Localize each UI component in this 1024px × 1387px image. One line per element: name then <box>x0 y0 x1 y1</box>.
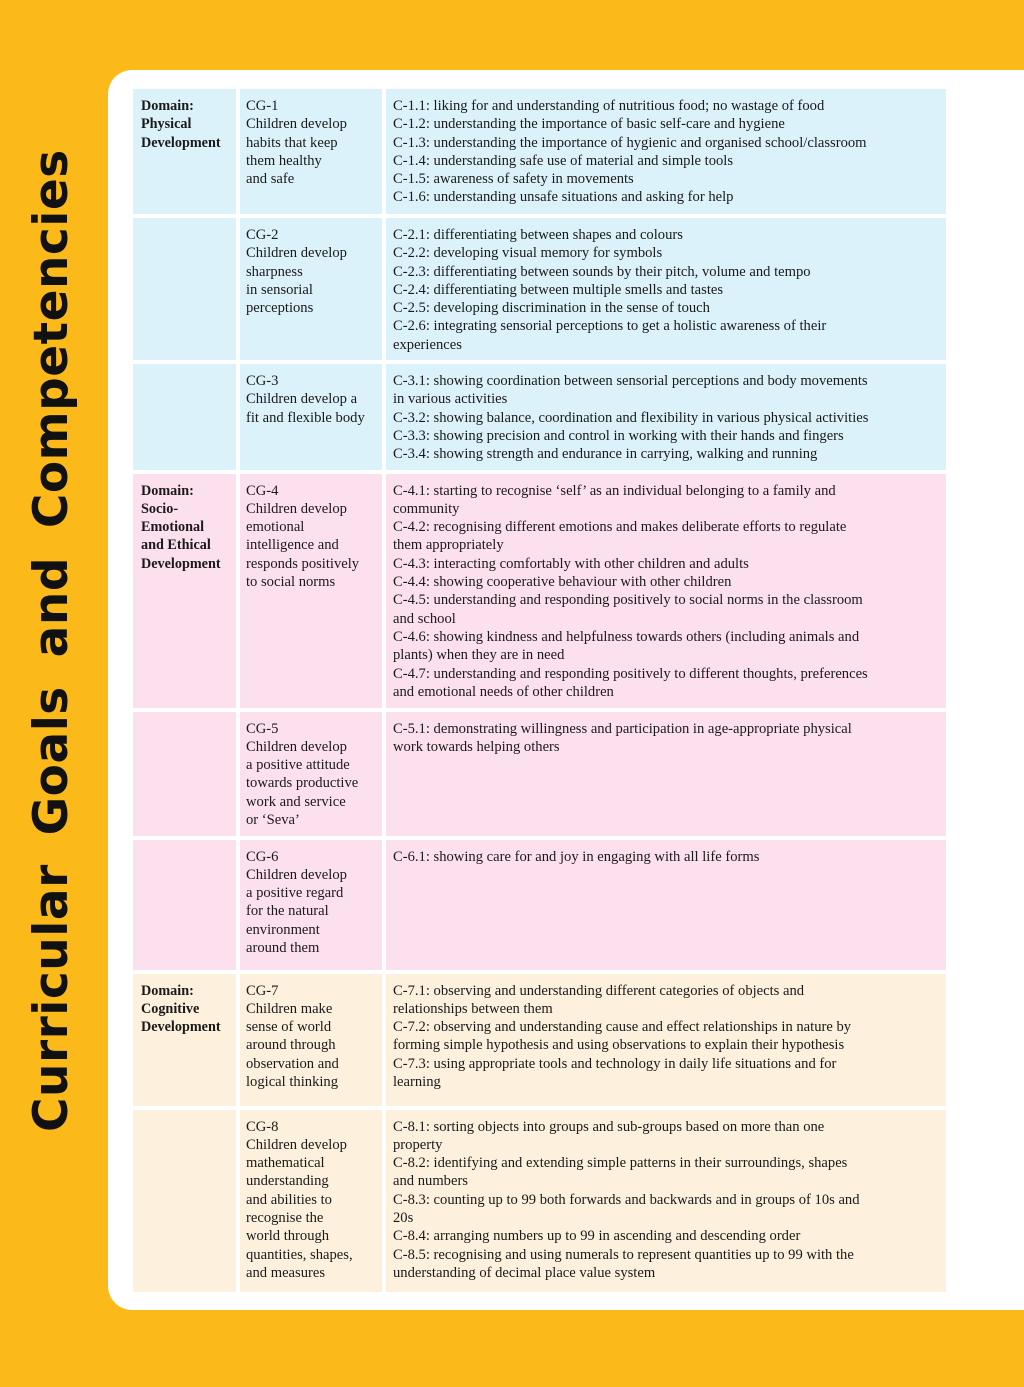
goal-line: work and service <box>246 793 346 810</box>
domain-line: Domain: <box>141 482 194 499</box>
goal-line: Children develop <box>246 866 347 883</box>
competencies-cell <box>386 1110 946 1292</box>
goal-line: Children develop <box>246 738 347 755</box>
competency-line: C-5.1: demonstrating willingness and participation in age-appropriate physical <box>393 720 852 737</box>
goal-line: CG-1 <box>246 98 279 114</box>
competency-line: C-2.2: developing visual memory for symbols <box>393 245 663 262</box>
domain-cell <box>133 218 236 360</box>
curricular-goals-table <box>129 85 950 1296</box>
competency-line: forming simple hypothesis and using observations to explain their hypothesis <box>393 1037 845 1054</box>
competency-line: C-8.1: sorting objects into groups and sub-groups based on more than one <box>393 1118 825 1135</box>
competency-line: C-2.6: integrating sensorial perceptions to get a holistic awareness of their <box>393 318 827 335</box>
goal-line: perceptions <box>246 300 314 317</box>
domain-line: Physical <box>141 116 192 133</box>
table-row <box>133 1110 946 1292</box>
goal-line: sense of world <box>246 1019 332 1036</box>
domain-line: Development <box>141 134 221 151</box>
competency-line: C-3.4: showing strength and endurance in carrying, walking and running <box>393 446 818 463</box>
goal-line: world through <box>246 1228 330 1245</box>
competency-line: C-1.6: understanding unsafe situations and asking for help <box>393 189 734 206</box>
goal-line: towards productive <box>246 775 359 792</box>
domain-line: Domain: <box>141 982 194 999</box>
competency-line: and emotional needs of other children <box>393 683 614 700</box>
goal-cell <box>240 974 382 1106</box>
goal-line: understanding <box>246 1173 329 1190</box>
goal-line: environment <box>246 921 320 938</box>
competency-line: relationships between them <box>393 1000 553 1017</box>
goal-line: a positive regard <box>246 885 344 902</box>
domain-line: Cognitive <box>141 1000 200 1017</box>
goal-line: emotional <box>246 519 305 536</box>
goal-line: around through <box>246 1037 336 1054</box>
competency-line: C-7.3: using appropriate tools and technology in daily life situations and for <box>393 1055 837 1072</box>
competencies-cell <box>386 218 946 360</box>
domain-cell <box>133 474 236 708</box>
domain-cell <box>133 89 236 214</box>
table-row <box>133 474 946 708</box>
goal-line: and abilities to <box>246 1191 332 1208</box>
goal-line: Children make <box>246 1000 333 1017</box>
competency-line: C-4.4: showing cooperative behaviour with other children <box>393 574 732 591</box>
goal-line: habits that keep <box>246 134 338 151</box>
goal-cell <box>240 840 382 970</box>
competency-line: C-1.2: understanding the importance of basic self-care and hygiene <box>393 116 785 133</box>
goal-line: CG-8 <box>246 1118 279 1135</box>
goal-line: and safe <box>246 171 295 188</box>
domain-cell <box>133 364 236 469</box>
competency-line: them appropriately <box>393 537 504 554</box>
goal-line: CG-5 <box>246 720 279 737</box>
goal-line: logical thinking <box>246 1074 339 1091</box>
goal-cell <box>240 712 382 836</box>
competency-line: learning <box>393 1074 441 1091</box>
table-row <box>133 364 946 469</box>
competency-line: C-4.7: understanding and responding positively to different thoughts, preferences <box>393 665 868 682</box>
competency-line: C-3.2: showing balance, coordination and flexibility in various physical activities <box>393 409 869 426</box>
competency-line: C-6.1: showing care for and joy in engaging with all life forms <box>393 848 760 865</box>
goal-line: around them <box>246 940 320 957</box>
competency-line: in various activities <box>393 391 508 408</box>
goal-line: Children develop <box>246 245 347 262</box>
competency-line: C-4.3: interacting comfortably with other children and adults <box>393 555 749 572</box>
domain-line: Socio- <box>141 500 179 517</box>
table-row <box>133 712 946 836</box>
goal-line: Children develop <box>246 500 347 517</box>
competency-line: C-7.1: observing and understanding different categories of objects and <box>393 982 805 999</box>
goal-line: or ‘Seva’ <box>246 812 300 829</box>
goal-line: CG-7 <box>246 982 279 999</box>
table-row <box>133 840 946 970</box>
goal-cell <box>240 1110 382 1292</box>
competencies-cell <box>386 840 946 970</box>
domain-line: Development <box>141 1019 221 1036</box>
goal-line: sharpness <box>246 263 303 280</box>
goal-line: CG-6 <box>246 848 279 865</box>
competencies-cell <box>386 712 946 836</box>
competency-line: C-1.5: awareness of safety in movements <box>393 171 634 188</box>
competency-line: C-4.6: showing kindness and helpfulness towards others (including animals and <box>393 628 860 645</box>
domain-line: Domain: <box>141 98 194 114</box>
goal-line: responds positively <box>246 555 360 572</box>
goal-line: intelligence and <box>246 537 339 554</box>
table-row <box>133 89 946 214</box>
competencies-cell <box>386 474 946 708</box>
competency-line: C-2.4: differentiating between multiple smells and tastes <box>393 281 724 298</box>
competency-line: C-4.5: understanding and responding positively to social norms in the classroom <box>393 592 863 609</box>
goal-line: observation and <box>246 1055 339 1072</box>
goal-line: CG-2 <box>246 227 279 243</box>
competency-line: C-2.5: developing discrimination in the sense of touch <box>393 300 710 317</box>
competency-line: community <box>393 500 460 517</box>
goal-line: quantities, shapes, <box>246 1246 353 1263</box>
competency-line: property <box>393 1136 443 1153</box>
goal-line: them healthy <box>246 152 322 169</box>
domain-cell <box>133 974 236 1106</box>
competency-line: and school <box>393 610 456 627</box>
goal-line: mathematical <box>246 1155 325 1172</box>
goal-line: for the natural <box>246 903 329 920</box>
goal-line: a positive attitude <box>246 757 350 774</box>
table-row <box>133 974 946 1106</box>
competencies-cell <box>386 364 946 469</box>
goal-line: in sensorial <box>246 281 313 298</box>
competency-line: experiences <box>393 336 462 353</box>
competency-line: C-8.5: recognising and using numerals to represent quantities up to 99 with the <box>393 1246 854 1263</box>
competency-line: C-3.1: showing coordination between sensorial perceptions and body movements <box>393 373 868 390</box>
domain-line: Emotional <box>141 519 205 536</box>
competency-line: C-1.4: understanding safe use of material and simple tools <box>393 152 734 169</box>
competency-line: C-8.2: identifying and extending simple patterns in their surroundings, shapes <box>393 1155 848 1172</box>
domain-cell <box>133 1110 236 1292</box>
page-title: Curricular Goals and Competencies <box>24 149 79 1132</box>
competency-line: C-4.1: starting to recognise ‘self’ as an individual belonging to a family and <box>393 482 836 499</box>
domain-line: and Ethical <box>141 537 211 554</box>
goal-cell <box>240 218 382 360</box>
goal-line: fit and flexible body <box>246 409 365 426</box>
table-row <box>133 218 946 360</box>
goal-line: and measures <box>246 1264 326 1281</box>
goal-line: CG-3 <box>246 373 279 390</box>
competency-line: C-7.2: observing and understanding cause and effect relationships in nature by <box>393 1019 852 1036</box>
competencies-cell <box>386 974 946 1106</box>
competency-line: work towards helping others <box>393 738 560 755</box>
goal-line: Children develop <box>246 116 347 133</box>
competency-line: understanding of decimal place value system <box>393 1264 656 1281</box>
goal-cell <box>240 89 382 214</box>
competency-line: C-8.3: counting up to 99 both forwards and backwards and in groups of 10s and <box>393 1191 860 1208</box>
competency-line: and numbers <box>393 1173 468 1190</box>
domain-cell <box>133 840 236 970</box>
competency-line: plants) when they are in need <box>393 647 565 664</box>
goal-line: CG-4 <box>246 482 279 499</box>
goal-line: to social norms <box>246 574 336 591</box>
competency-line: C-2.3: differentiating between sounds by their pitch, volume and tempo <box>393 263 811 280</box>
goal-cell <box>240 364 382 469</box>
competency-line: C-1.3: understanding the importance of hygienic and organised school/classroom <box>393 134 867 151</box>
competency-line: C-3.3: showing precision and control in working with their hands and fingers <box>393 427 844 444</box>
domain-line: Development <box>141 555 221 572</box>
goal-line: Children develop <box>246 1136 347 1153</box>
goal-line: Children develop a <box>246 391 358 408</box>
goal-cell <box>240 474 382 708</box>
competencies-cell <box>386 89 946 214</box>
competency-line: C-2.1: differentiating between shapes and colours <box>393 227 683 243</box>
goal-line: recognise the <box>246 1210 324 1227</box>
competency-line: C-1.1: liking for and understanding of nutritious food; no wastage of food <box>393 98 825 114</box>
domain-cell <box>133 712 236 836</box>
competency-line: C-4.2: recognising different emotions and makes deliberate efforts to regulate <box>393 519 847 536</box>
competency-line: 20s <box>393 1210 414 1227</box>
competency-line: C-8.4: arranging numbers up to 99 in ascending and descending order <box>393 1228 801 1245</box>
